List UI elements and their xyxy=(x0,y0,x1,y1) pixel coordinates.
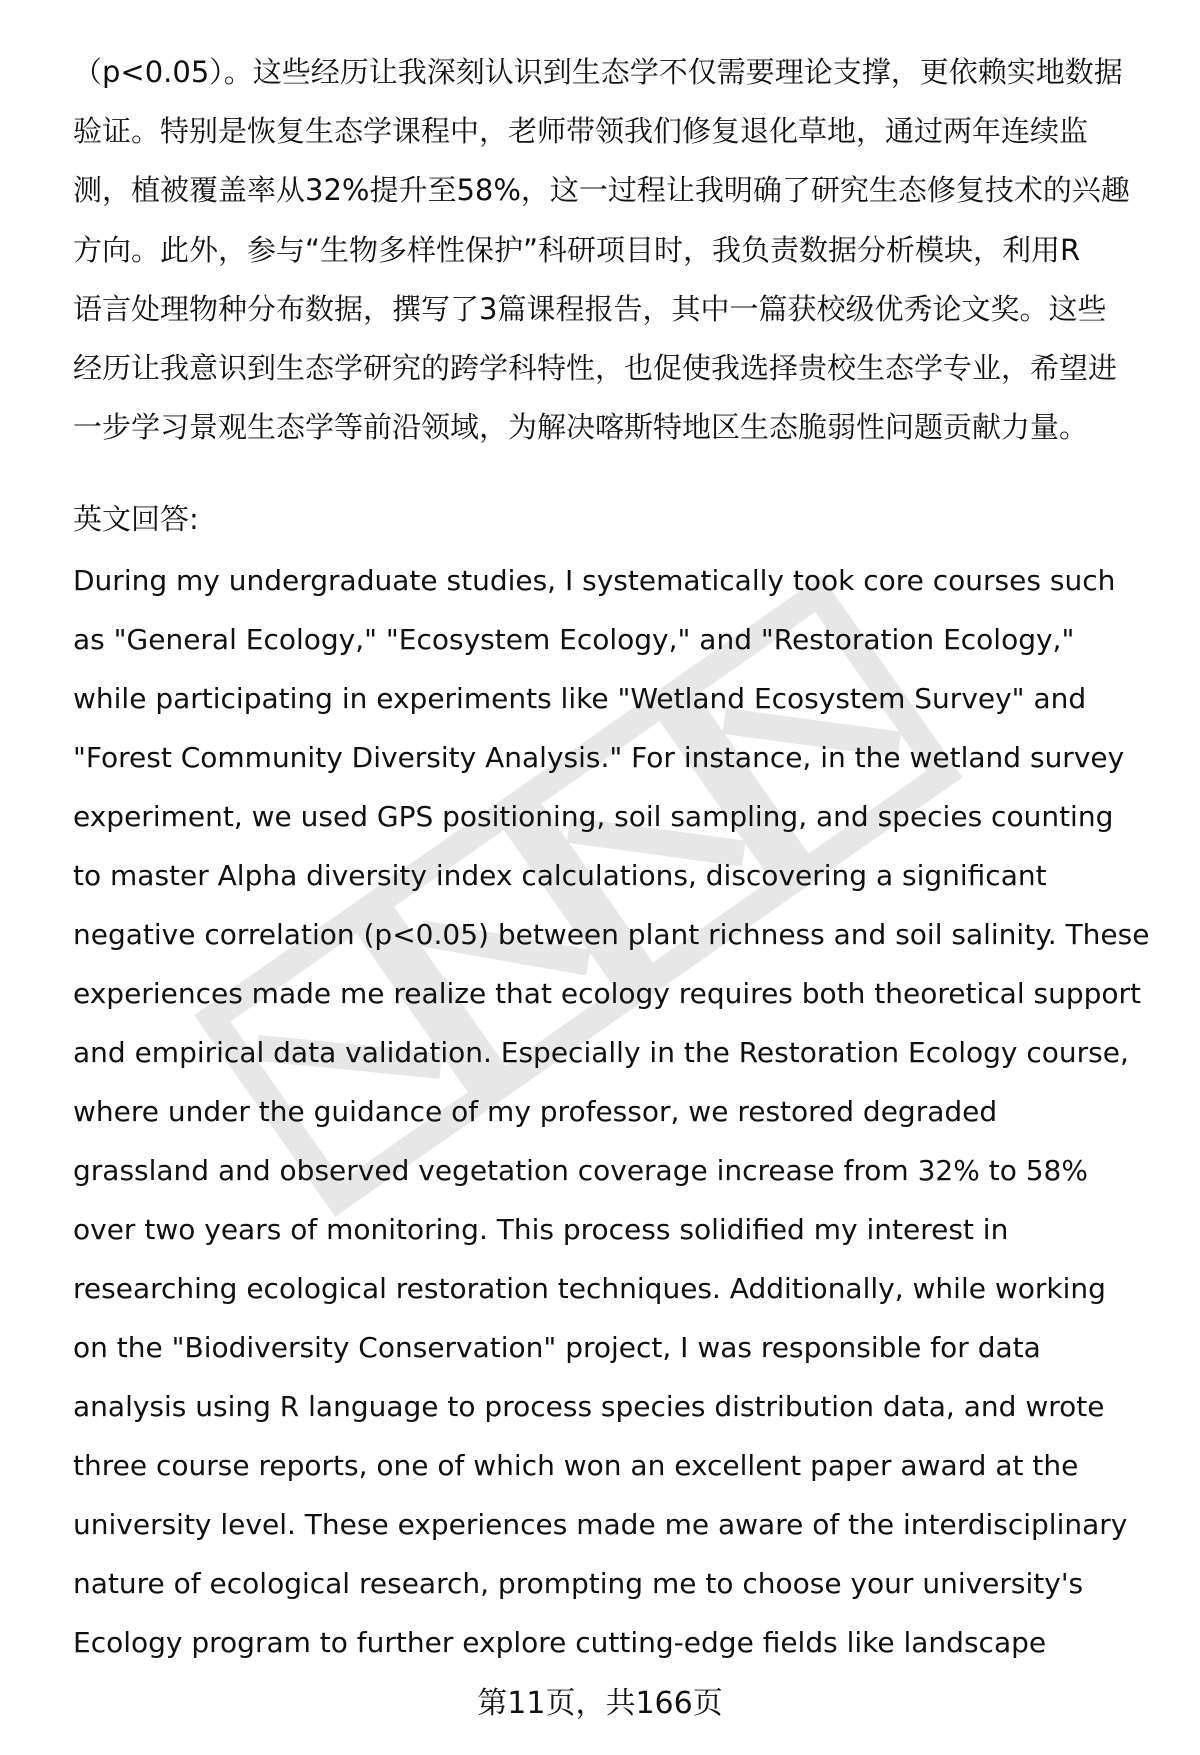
english-text-line-4: "Forest Community Diversity Analysis." For instance, in the wetland survey xyxy=(73,741,1125,774)
chinese-text-line-6: 经历让我意识到生态学研究的跨学科特性，也促使我选择贵校生态学专业，希望进 xyxy=(73,351,1118,385)
chinese-text-line-4: 方向。此外，参与“生物多样性保护”科研项目时，我负责数据分析模块，利用R xyxy=(73,233,1081,267)
english-text-line-11: grassland and observed vegetation coverage increase from 32% to 58% xyxy=(73,1154,1088,1187)
english-text-line-10: where under the guidance of my professor, we restored degraded xyxy=(73,1095,998,1128)
english-text-line-18: nature of ecological research, prompting me to choose your university's xyxy=(73,1567,1084,1600)
english-text-line-17: university level. These experiences made me aware of the interdisciplinary xyxy=(73,1508,1128,1541)
english-text-line-3: while participating in experiments like "Wetland Ecosystem Survey" and xyxy=(73,682,1087,715)
chinese-text-line-3: 测，植被覆盖率从32%提升至58%，这一过程让我明确了研究生态修复技术的兴趣 xyxy=(73,173,1130,207)
english-answer-label: 英文回答: xyxy=(73,502,199,536)
chinese-text-line-1: （p<0.05）。这些经历让我深刻认识到生态学不仅需要理论支撑，更依赖实地数据 xyxy=(73,55,1123,89)
english-text-line-5: experiment, we used GPS positioning, soil sampling, and species counting xyxy=(73,800,1114,833)
english-text-line-9: and empirical data validation. Especially in the Restoration Ecology course, xyxy=(73,1036,1129,1069)
english-text-line-16: three course reports, one of which won an excellent paper award at the xyxy=(73,1449,1079,1482)
english-text-line-1: During my undergraduate studies, I systematically took core courses such xyxy=(73,564,1116,597)
english-text-line-13: researching ecological restoration techniques. Additionally, while working xyxy=(73,1272,1106,1305)
english-text-line-12: over two years of monitoring. This process solidified my interest in xyxy=(73,1213,1009,1246)
chinese-text-line-2: 验证。特别是恢复生态学课程中，老师带领我们修复退化草地，通过两年连续监 xyxy=(73,114,1089,148)
english-text-line-8: experiences made me realize that ecology requires both theoretical support xyxy=(73,977,1142,1010)
chinese-text-line-5: 语言处理物种分布数据，撰写了3篇课程报告，其中一篇获校级优秀论文奖。这些 xyxy=(73,292,1107,326)
english-text-line-15: analysis using R language to process species distribution data, and wrote xyxy=(73,1390,1105,1423)
english-text-line-19: Ecology program to further explore cutting-edge fields like landscape xyxy=(73,1626,1047,1659)
english-text-line-2: as "General Ecology," "Ecosystem Ecology," and "Restoration Ecology," xyxy=(73,623,1075,656)
english-text-line-7: negative correlation (p<0.05) between plant richness and soil salinity. These xyxy=(73,918,1150,951)
english-text-line-14: on the "Biodiversity Conservation" project, I was responsible for data xyxy=(73,1331,1041,1364)
page-number-footer: 第11页，共166页 xyxy=(477,1686,723,1721)
english-text-line-6: to master Alpha diversity index calculations, discovering a significant xyxy=(73,859,1047,892)
chinese-text-line-7: 一步学习景观生态学等前沿领域，为解决喀斯特地区生态脆弱性问题贡献力量。 xyxy=(73,410,1089,444)
